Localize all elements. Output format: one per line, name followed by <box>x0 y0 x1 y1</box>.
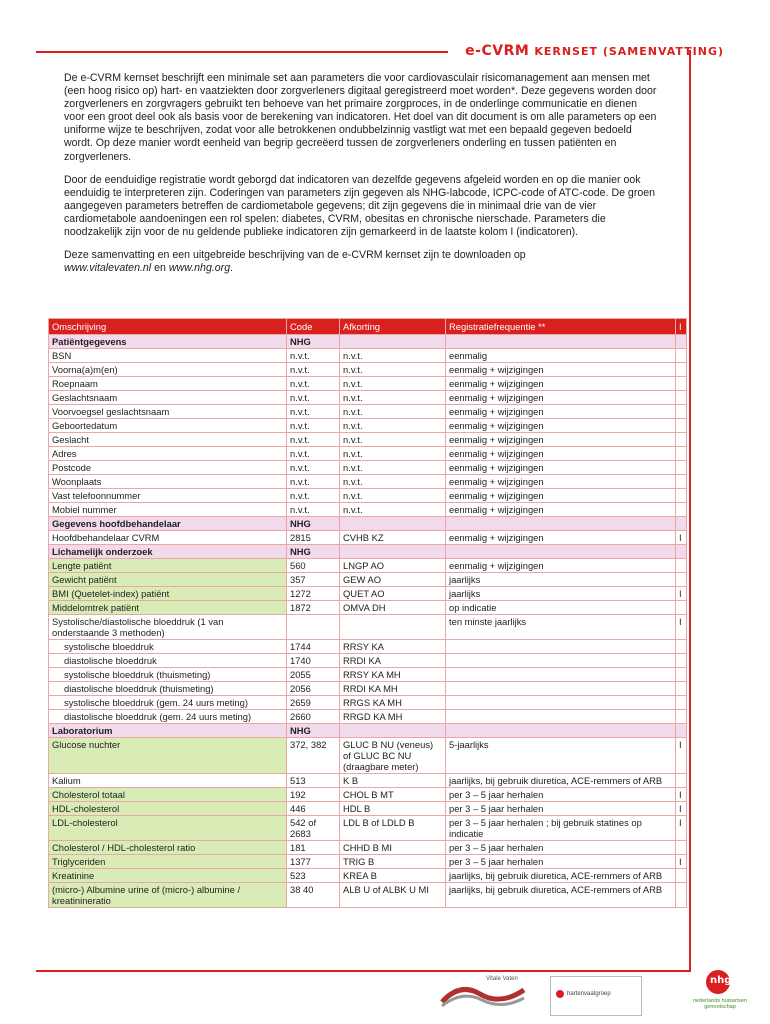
cell-frequentie: eenmalig + wijzigingen <box>446 559 676 573</box>
cell-frequentie <box>446 654 676 668</box>
section-row <box>49 517 687 531</box>
table-row <box>49 349 687 363</box>
cell-indicator <box>676 724 687 738</box>
cell-code: 192 <box>287 788 340 802</box>
cell-afkorting: RRSY KA MH <box>340 668 446 682</box>
cell-frequentie: jaarlijks, bij gebruik diuretica, ACE-remmers of ARB <box>446 774 676 788</box>
cell-code: NHG <box>287 335 340 349</box>
cell-omschrijving: Kreatinine <box>49 869 287 883</box>
vitale-vaten-logo <box>440 972 526 1014</box>
cell-afkorting: n.v.t. <box>340 377 446 391</box>
cell-code: n.v.t. <box>287 447 340 461</box>
cell-omschrijving: Geboortedatum <box>49 419 287 433</box>
cell-frequentie: eenmalig + wijzigingen <box>446 391 676 405</box>
cell-omschrijving: Mobiel nummer <box>49 503 287 517</box>
intro-paragraph-3 <box>64 249 658 275</box>
cell-afkorting <box>340 545 446 559</box>
cell-code: n.v.t. <box>287 433 340 447</box>
cell-frequentie: per 3 – 5 jaar herhalen ; bij gebruik statines op indicatie <box>446 816 676 841</box>
cell-frequentie <box>446 710 676 724</box>
table-row <box>49 774 687 788</box>
cell-code: NHG <box>287 724 340 738</box>
cell-afkorting: QUET AO <box>340 587 446 601</box>
cell-code: NHG <box>287 545 340 559</box>
cell-code: n.v.t. <box>287 419 340 433</box>
cell-code: n.v.t. <box>287 391 340 405</box>
intro-text <box>64 72 658 285</box>
cell-indicator <box>676 419 687 433</box>
cell-afkorting: n.v.t. <box>340 447 446 461</box>
cell-frequentie: eenmalig + wijzigingen <box>446 489 676 503</box>
cell-frequentie <box>446 682 676 696</box>
cell-frequentie: per 3 – 5 jaar herhalen <box>446 802 676 816</box>
nhg-logo-text: nhg <box>710 975 732 986</box>
cell-indicator <box>676 841 687 855</box>
cell-indicator: I <box>676 802 687 816</box>
cell-afkorting <box>340 615 446 640</box>
cell-code: n.v.t. <box>287 503 340 517</box>
cell-code: n.v.t. <box>287 405 340 419</box>
cell-omschrijving: Postcode <box>49 461 287 475</box>
table-row <box>49 559 687 573</box>
cell-omschrijving: diastolische bloeddruk (thuismeting) <box>49 682 287 696</box>
nhg-subtitle: nederlands huisartsen genootschap <box>692 998 748 1010</box>
page-title <box>465 43 724 59</box>
cell-indicator <box>676 405 687 419</box>
cell-indicator <box>676 696 687 710</box>
cell-afkorting <box>340 517 446 531</box>
cell-omschrijving: Roepnaam <box>49 377 287 391</box>
cell-omschrijving: Cholesterol totaal <box>49 788 287 802</box>
cell-afkorting: n.v.t. <box>340 503 446 517</box>
title-rest: KERNSET (SAMENVATTING) <box>534 45 724 58</box>
cell-omschrijving: Geslacht <box>49 433 287 447</box>
intro-paragraph-2: Door de eenduidige registratie wordt geborgd dat indicatoren van dezelfde gegevens afgeleid worden en op die manier ook eenduidig te interpreteren zijn. Coderingen van parameters zijn gegeven als NHG-labcode, ICPC-code of ATC-code. De groen aangegeven parameters betreffen de cardiometabole gegevens; dit zijn gegevens die in minimaal drie van de vier cardiometabole aandoeningen een rol spelen: diabetes, CVRM, obesitas en chronische nierschade. Parameters die noodzakelijk zijn voor de nu geldende publieke indicatoren zijn gemarkeerd in de laatste kolom I (indicatoren). <box>64 173 656 239</box>
table-row <box>49 710 687 724</box>
cell-afkorting: LDL B of LDLD B <box>340 816 446 841</box>
cell-indicator: I <box>676 738 687 774</box>
and-word: en <box>154 262 166 275</box>
cell-frequentie <box>446 724 676 738</box>
cell-afkorting: ALB U of ALBK U MI <box>340 883 446 908</box>
cell-omschrijving: BSN <box>49 349 287 363</box>
cell-code: NHG <box>287 517 340 531</box>
cell-afkorting: HDL B <box>340 802 446 816</box>
cell-omschrijving: systolische bloeddruk <box>49 640 287 654</box>
table-body <box>49 335 687 908</box>
cell-omschrijving: diastolische bloeddruk <box>49 654 287 668</box>
cell-frequentie: eenmalig + wijzigingen <box>446 531 676 545</box>
period: . <box>230 262 234 275</box>
cell-afkorting: n.v.t. <box>340 363 446 377</box>
cell-afkorting <box>340 335 446 349</box>
cell-code: n.v.t. <box>287 461 340 475</box>
cell-frequentie <box>446 335 676 349</box>
cell-omschrijving: Geslachtsnaam <box>49 391 287 405</box>
header-frequentie: Registratiefrequentie ** <box>446 319 676 335</box>
cell-indicator: I <box>676 587 687 601</box>
cell-code: 446 <box>287 802 340 816</box>
table-header-row <box>49 319 687 335</box>
header-indicator: I <box>676 319 687 335</box>
cell-afkorting: RRGS KA MH <box>340 696 446 710</box>
table-row <box>49 802 687 816</box>
cell-frequentie: 5-jaarlijks <box>446 738 676 774</box>
cell-omschrijving: Vast telefoonnummer <box>49 489 287 503</box>
cell-frequentie: jaarlijks, bij gebruik diuretica, ACE-remmers of ARB <box>446 883 676 908</box>
cell-afkorting: CHOL B MT <box>340 788 446 802</box>
section-row <box>49 724 687 738</box>
table-row <box>49 615 687 640</box>
cell-omschrijving: Triglyceriden <box>49 855 287 869</box>
cell-code: 1377 <box>287 855 340 869</box>
cell-omschrijving: Gegevens hoofdbehandelaar <box>49 517 287 531</box>
table-row <box>49 475 687 489</box>
nhg-logo <box>680 968 750 1018</box>
cell-code: 2660 <box>287 710 340 724</box>
cell-code: 542 of 2683 <box>287 816 340 841</box>
cell-frequentie: op indicatie <box>446 601 676 615</box>
cell-afkorting <box>340 724 446 738</box>
cell-frequentie: per 3 – 5 jaar herhalen <box>446 788 676 802</box>
table-row <box>49 682 687 696</box>
table-row <box>49 696 687 710</box>
cell-afkorting: n.v.t. <box>340 461 446 475</box>
header-code: Code <box>287 319 340 335</box>
cell-omschrijving: systolische bloeddruk (gem. 24 uurs meting) <box>49 696 287 710</box>
cell-indicator: I <box>676 788 687 802</box>
cell-afkorting: n.v.t. <box>340 419 446 433</box>
cell-omschrijving: diastolische bloeddruk (gem. 24 uurs meting) <box>49 710 287 724</box>
vitale-vaten-text: Vitale Vaten <box>486 976 518 982</box>
table-row <box>49 841 687 855</box>
footer-logos <box>440 968 770 1024</box>
table-row <box>49 461 687 475</box>
cell-indicator <box>676 559 687 573</box>
header-omschrijving: Omschrijving <box>49 319 287 335</box>
hartenvaatgroep-logo <box>550 976 642 1016</box>
cell-code: 372, 382 <box>287 738 340 774</box>
cell-frequentie: jaarlijks <box>446 587 676 601</box>
cell-indicator <box>676 503 687 517</box>
table-row <box>49 668 687 682</box>
cell-afkorting: RRDI KA <box>340 654 446 668</box>
cell-code: 523 <box>287 869 340 883</box>
cell-afkorting: GLUC B NU (veneus) of GLUC BC NU (draagbare meter) <box>340 738 446 774</box>
cell-omschrijving: Cholesterol / HDL-cholesterol ratio <box>49 841 287 855</box>
vitalevaten-link[interactable]: www.vitalevaten.nl <box>64 262 152 275</box>
cell-frequentie <box>446 545 676 559</box>
cell-code: 1744 <box>287 640 340 654</box>
table-row <box>49 419 687 433</box>
cell-omschrijving: Gewicht patiënt <box>49 573 287 587</box>
table-row <box>49 405 687 419</box>
cell-indicator <box>676 883 687 908</box>
hartenvaatgroep-text: hartenvaatgroep <box>567 991 611 997</box>
cell-indicator <box>676 433 687 447</box>
table-row <box>49 433 687 447</box>
cell-afkorting: n.v.t. <box>340 391 446 405</box>
cell-afkorting: n.v.t. <box>340 349 446 363</box>
cell-indicator <box>676 668 687 682</box>
cell-afkorting: OMVA DH <box>340 601 446 615</box>
cell-frequentie: jaarlijks <box>446 573 676 587</box>
cell-indicator <box>676 710 687 724</box>
cell-indicator <box>676 377 687 391</box>
cell-indicator <box>676 447 687 461</box>
cell-frequentie: eenmalig + wijzigingen <box>446 419 676 433</box>
cell-frequentie: eenmalig + wijzigingen <box>446 503 676 517</box>
table-row <box>49 855 687 869</box>
cell-indicator: I <box>676 531 687 545</box>
table-row <box>49 654 687 668</box>
cell-afkorting: n.v.t. <box>340 433 446 447</box>
table-row <box>49 869 687 883</box>
cell-indicator <box>676 489 687 503</box>
cell-omschrijving: HDL-cholesterol <box>49 802 287 816</box>
cell-indicator <box>676 391 687 405</box>
header-afkorting: Afkorting <box>340 319 446 335</box>
table-row <box>49 391 687 405</box>
cell-afkorting: K B <box>340 774 446 788</box>
cell-indicator <box>676 573 687 587</box>
cell-omschrijving: Woonplaats <box>49 475 287 489</box>
cell-code: 2056 <box>287 682 340 696</box>
table-row <box>49 573 687 587</box>
cell-indicator: I <box>676 816 687 841</box>
cell-frequentie: jaarlijks, bij gebruik diuretica, ACE-remmers of ARB <box>446 869 676 883</box>
cell-omschrijving: Kalium <box>49 774 287 788</box>
cell-omschrijving: Voorvoegsel geslachtsnaam <box>49 405 287 419</box>
cell-code: n.v.t. <box>287 475 340 489</box>
cell-omschrijving: Glucose nuchter <box>49 738 287 774</box>
intro-paragraph-1: De e-CVRM kernset beschrijft een minimale set aan parameters die voor cardiovasculair risicomanagement aan mensen met (een hoog risico op) hart- en vaatziekten door zorgverleners digitaal geregistreerd moet worden*. Deze gegevens worden door zorgverleners en zorgvragers gebruikt ten behoeve van het primaire zorgproces, in de onderlinge communicatie en dienen voor een groot deel ook als basis voor de berekening van indicatoren. Het doel van dit document is om alle parameters op een uniforme wijze te beschrijven, zodat voor alle betrokkenen ondubbelzinnig vastligt wat met een bepaald gegeven bedoeld wordt. Op deze manier wordt eenheid van begrip gecreëerd tussen de zorgverleners onderling en tussen patiënten en zorgverleners. <box>64 72 657 163</box>
cell-code: 2815 <box>287 531 340 545</box>
cell-omschrijving: Lengte patiënt <box>49 559 287 573</box>
section-row <box>49 545 687 559</box>
cell-frequentie <box>446 517 676 531</box>
nhg-link[interactable]: www.nhg.org <box>168 262 231 275</box>
cell-code: 560 <box>287 559 340 573</box>
cell-code: n.v.t. <box>287 349 340 363</box>
table-row <box>49 489 687 503</box>
cell-frequentie: per 3 – 5 jaar herhalen <box>446 841 676 855</box>
cell-code: 38 40 <box>287 883 340 908</box>
cell-indicator <box>676 654 687 668</box>
table-row <box>49 816 687 841</box>
cell-indicator <box>676 682 687 696</box>
cell-afkorting: n.v.t. <box>340 405 446 419</box>
cell-code: 1272 <box>287 587 340 601</box>
cell-indicator <box>676 601 687 615</box>
cell-indicator: I <box>676 615 687 640</box>
cell-code: n.v.t. <box>287 377 340 391</box>
cell-afkorting: GEW AO <box>340 573 446 587</box>
cell-code: 513 <box>287 774 340 788</box>
cell-indicator <box>676 475 687 489</box>
section-row <box>49 335 687 349</box>
cell-afkorting: RRSY KA <box>340 640 446 654</box>
cell-omschrijving: Adres <box>49 447 287 461</box>
cell-frequentie: eenmalig + wijzigingen <box>446 461 676 475</box>
download-text: Deze samenvatting en een uitgebreide beschrijving van de e-CVRM kernset zijn te downloaden op <box>64 249 526 262</box>
cell-code: 1740 <box>287 654 340 668</box>
title-prefix: e-CVRM <box>465 43 530 59</box>
cell-indicator <box>676 869 687 883</box>
cell-frequentie: eenmalig + wijzigingen <box>446 475 676 489</box>
cell-afkorting: KREA B <box>340 869 446 883</box>
cell-frequentie: eenmalig + wijzigingen <box>446 377 676 391</box>
cell-frequentie <box>446 640 676 654</box>
cell-omschrijving: Patiëntgegevens <box>49 335 287 349</box>
table-row <box>49 640 687 654</box>
table-row <box>49 587 687 601</box>
cell-indicator <box>676 517 687 531</box>
header-rule <box>36 51 448 53</box>
table-row <box>49 447 687 461</box>
table-row <box>49 531 687 545</box>
cell-indicator: I <box>676 855 687 869</box>
cell-afkorting: n.v.t. <box>340 475 446 489</box>
cell-omschrijving: Middelomtrek patiënt <box>49 601 287 615</box>
table-row <box>49 377 687 391</box>
cell-indicator <box>676 461 687 475</box>
cell-afkorting: n.v.t. <box>340 489 446 503</box>
cell-afkorting: CHHD B MI <box>340 841 446 855</box>
cell-frequentie <box>446 668 676 682</box>
cell-code: 181 <box>287 841 340 855</box>
cell-code: n.v.t. <box>287 489 340 503</box>
cell-indicator <box>676 545 687 559</box>
cell-code: 2659 <box>287 696 340 710</box>
cell-frequentie <box>446 696 676 710</box>
kernset-table <box>48 318 687 908</box>
cell-omschrijving: BMI (Quetelet-index) patiënt <box>49 587 287 601</box>
heart-icon <box>556 990 564 998</box>
cell-frequentie: eenmalig + wijzigingen <box>446 447 676 461</box>
cell-omschrijving: systolische bloeddruk (thuismeting) <box>49 668 287 682</box>
cell-omschrijving: Lichamelijk onderzoek <box>49 545 287 559</box>
cell-code <box>287 615 340 640</box>
cell-indicator <box>676 349 687 363</box>
cell-frequentie: eenmalig <box>446 349 676 363</box>
table-row <box>49 788 687 802</box>
cell-frequentie: eenmalig + wijzigingen <box>446 433 676 447</box>
table-row <box>49 738 687 774</box>
cell-afkorting: RRDI KA MH <box>340 682 446 696</box>
cell-omschrijving: Voorna(a)m(en) <box>49 363 287 377</box>
table-row <box>49 601 687 615</box>
cell-afkorting: RRGD KA MH <box>340 710 446 724</box>
cell-afkorting: TRIG B <box>340 855 446 869</box>
cell-omschrijving: Laboratorium <box>49 724 287 738</box>
cell-code: 2055 <box>287 668 340 682</box>
cell-omschrijving: LDL-cholesterol <box>49 816 287 841</box>
cell-omschrijving: Systolische/diastolische bloeddruk (1 van onderstaande 3 methoden) <box>49 615 287 640</box>
cell-frequentie: ten minste jaarlijks <box>446 615 676 640</box>
cell-frequentie: eenmalig + wijzigingen <box>446 405 676 419</box>
table-row <box>49 883 687 908</box>
cell-afkorting: LNGP AO <box>340 559 446 573</box>
cell-omschrijving: (micro-) Albumine urine of (micro-) albumine / kreatinineratio <box>49 883 287 908</box>
cell-indicator <box>676 640 687 654</box>
cell-indicator <box>676 363 687 377</box>
cell-afkorting: CVHB KZ <box>340 531 446 545</box>
cell-code: 357 <box>287 573 340 587</box>
cell-omschrijving: Hoofdbehandelaar CVRM <box>49 531 287 545</box>
cell-code: n.v.t. <box>287 363 340 377</box>
cell-frequentie: per 3 – 5 jaar herhalen <box>446 855 676 869</box>
table-row <box>49 363 687 377</box>
table-row <box>49 503 687 517</box>
cell-indicator <box>676 335 687 349</box>
cell-frequentie: eenmalig + wijzigingen <box>446 363 676 377</box>
cell-indicator <box>676 774 687 788</box>
cell-code: 1872 <box>287 601 340 615</box>
